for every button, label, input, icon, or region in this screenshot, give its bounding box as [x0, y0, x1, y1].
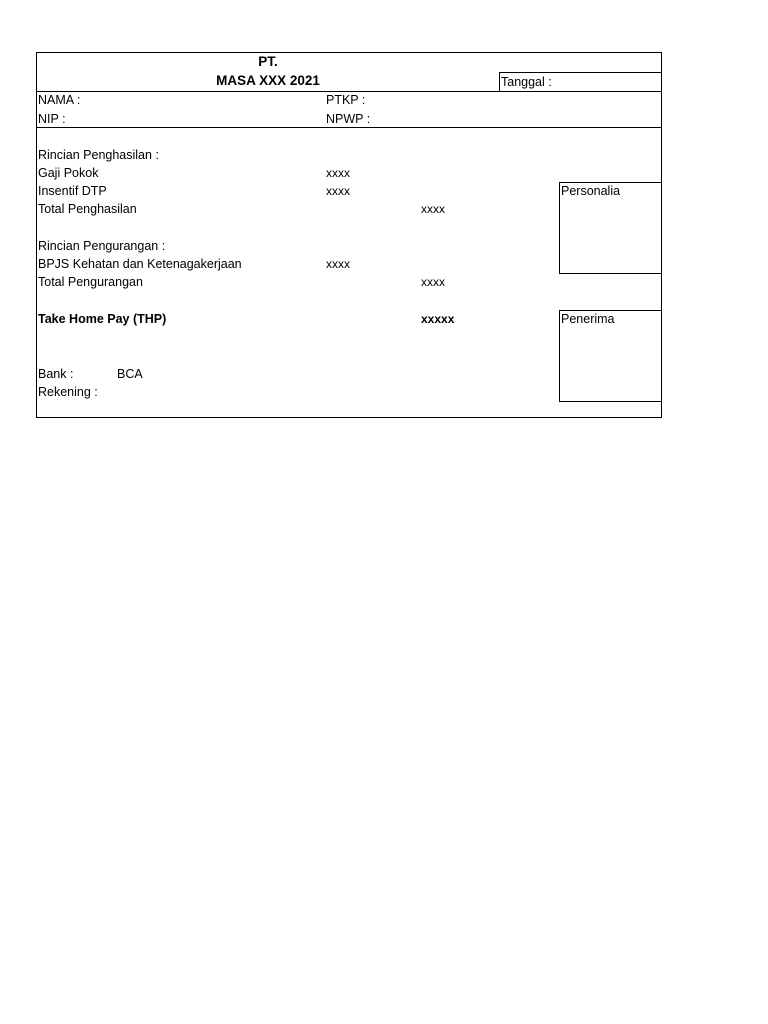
income-item-value: xxxx — [326, 166, 350, 180]
income-item-label: Insentif DTP — [38, 184, 107, 198]
penerima-label: Penerima — [561, 312, 615, 326]
deduction-item-label: BPJS Kehatan dan Ketenagakerjaan — [38, 257, 242, 271]
payslip-form — [36, 52, 662, 418]
income-total-value: xxxx — [421, 202, 445, 216]
thp-value: xxxxx — [421, 312, 455, 326]
info-divider — [37, 127, 661, 128]
deduction-total-label: Total Pengurangan — [38, 275, 143, 289]
deduction-heading: Rincian Pengurangan : — [38, 239, 166, 253]
date-label: Tanggal : — [501, 75, 552, 89]
account-label: Rekening : — [38, 385, 98, 399]
deduction-total-value: xxxx — [421, 275, 445, 289]
income-total-label: Total Penghasilan — [38, 202, 137, 216]
income-item-value: xxxx — [326, 184, 350, 198]
bank-value: BCA — [117, 367, 143, 381]
ptkp-label: PTKP : — [326, 93, 366, 107]
npwp-label: NPWP : — [326, 112, 371, 126]
date-box — [499, 72, 662, 92]
personalia-signature-box — [559, 182, 662, 274]
bank-label: Bank : — [38, 367, 74, 381]
thp-label: Take Home Pay (THP) — [38, 312, 167, 326]
nip-label: NIP : — [38, 112, 66, 126]
penerima-signature-box — [559, 310, 662, 402]
period-title: MASA XXX 2021 — [216, 73, 320, 88]
income-heading: Rincian Penghasilan : — [38, 148, 159, 162]
personalia-label: Personalia — [561, 184, 621, 198]
income-item-label: Gaji Pokok — [38, 166, 99, 180]
company-name: PT. — [258, 54, 278, 69]
name-label: NAMA : — [38, 93, 81, 107]
deduction-item-value: xxxx — [326, 257, 350, 271]
